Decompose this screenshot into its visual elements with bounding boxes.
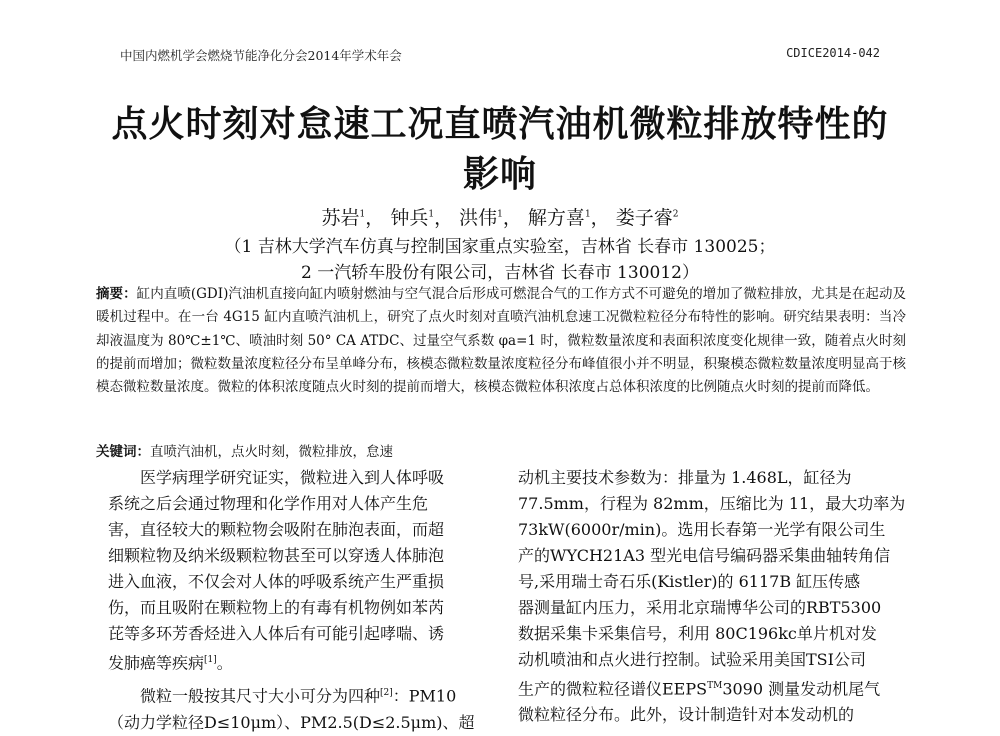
- title-line-2: 影响: [462, 154, 537, 195]
- keywords: [96, 440, 393, 460]
- text-line: 生产的微粒粒径谱仪EEPS™3090 测量发动机尾气: [518, 679, 881, 699]
- author: 洪伟$^1$: [459, 207, 503, 229]
- body-paragraph-3: [518, 465, 906, 728]
- abstract: [96, 283, 906, 399]
- keywords-label: 关键词：: [96, 444, 150, 460]
- body-right-column: [518, 465, 906, 728]
- text-line: 细颗粒物及纳米级颗粒物甚至可以穿透人体肺泡: [108, 546, 445, 565]
- trademark-mark: TM: [707, 681, 723, 691]
- author: 娄子睿$^2$: [615, 207, 679, 229]
- keywords-text: 直喷汽油机，点火时刻，微粒排放，怠速: [150, 444, 393, 460]
- body-paragraph-2: [108, 680, 486, 735]
- text-line: 微粒一般按其尺寸大小可分为四种[2]：PM10: [140, 686, 457, 706]
- text-line: 号,采用瑞士奇石乐(Kistler)的 6117B 缸压传感: [518, 572, 861, 591]
- text-line: 77.5mm，行程为 82mm，压缩比为 11，最大功率为: [518, 494, 906, 513]
- author: 解方喜$^1$: [527, 207, 591, 229]
- paper-title: [80, 100, 920, 200]
- text-line: 动机主要技术参数为：排量为 1.468L，缸径为: [518, 468, 852, 487]
- abstract-text: 缸内直喷(GDI)汽油机直接向缸内喷射燃油与空气混合后形成可燃混合气的工作方式不可避免的增加了微粒排放，尤其是在起动及暖机过程中。在一台 4G15 缸内直喷汽油机上，研究了点火时刻对直喷汽油机怠速工况微粒粒径分布特性的影响。研究结果表明：当冷却液温度为 80℃±1℃、喷油时刻 50° CA ATDC、过量空气系数 φa=1 时，微粒数量浓度和表面积浓度变化规律一致，随着点火时刻的提前而增加；微粒数量浓度粒径分布呈单峰分布，核模态微粒数量浓度粒径分布峰值很小并不明显，积聚模态微粒数量浓度明显高于核模态微粒数量浓度。微粒的体积浓度随点火时刻的提前而增大，核模态微粒体积浓度占总体积浓度的比例随点火时刻的提前而降低。: [96, 286, 907, 396]
- text-line: 芘等多环芳香烃进入人体后有可能引起哮喘、诱: [108, 624, 445, 643]
- text-line: 动机喷油和点火进行控制。试验采用美国TSI公司: [518, 650, 866, 669]
- affiliation-1: （1 吉林大学汽车仿真与控制国家重点实验室，吉林省 长春市 130025；: [224, 237, 776, 257]
- body-paragraph-1: [108, 465, 486, 676]
- text-line: 产的WYCH21A3 型光电信号编码器采集曲轴转角信: [518, 546, 891, 565]
- text-line: 器测量缸内压力，采用北京瑞博华公司的RBT5300: [518, 598, 882, 617]
- citation-ref: [1]: [204, 655, 217, 665]
- text-line: 伤，而且吸附在颗粒物上的有毒有机物例如苯芮: [108, 598, 445, 617]
- conference-header: 中国内燃机学会燃烧节能净化分会2014年学术年会: [120, 48, 402, 63]
- title-line-1: 点火时刻对怠速工况直喷汽油机微粒排放特性的: [111, 104, 889, 145]
- text-line: 微粒粒径分布。此外，设计制造针对本发动机的: [518, 705, 855, 725]
- author: 苏岩$^1$: [321, 207, 366, 229]
- abstract-label: 摘要：: [96, 286, 137, 302]
- body-left-column: [108, 465, 486, 736]
- text-line: （动力学粒径D≤10μm）、PM2.5(D≤2.5μm)、超: [108, 712, 475, 732]
- text-line: 系统之后会通过物理和化学作用对人体产生危: [108, 494, 429, 513]
- citation-ref: [2]: [380, 688, 393, 699]
- text-line: 医学病理学研究证实，微粒进入到人体呼吸: [140, 468, 445, 487]
- author-list: 苏岩$^1$， 钟兵$^1$， 洪伟$^1$， 解方喜$^1$， 娄子睿$^2$: [321, 207, 679, 229]
- text-line: 73kW(6000r/min)。选用长春第一光学有限公司生: [518, 520, 886, 539]
- author: 钟兵$^1$: [390, 207, 435, 229]
- text-line: 害，直径较大的颗粒物会吸附在肺泡表面，而超: [108, 520, 445, 539]
- text-line: 数据采集卡采集信号，利用 80C196kc单片机对发: [518, 624, 877, 643]
- paper-id: CDICE2014-042: [786, 46, 880, 60]
- affiliation-2: 2 一汽轿车股份有限公司，吉林省 长春市 130012）: [301, 263, 699, 283]
- text-line: 发肺癌等疾病[1]。: [108, 653, 233, 673]
- text-line: 进入血液，不仅会对人体的呼吸系统产生严重损: [108, 572, 445, 591]
